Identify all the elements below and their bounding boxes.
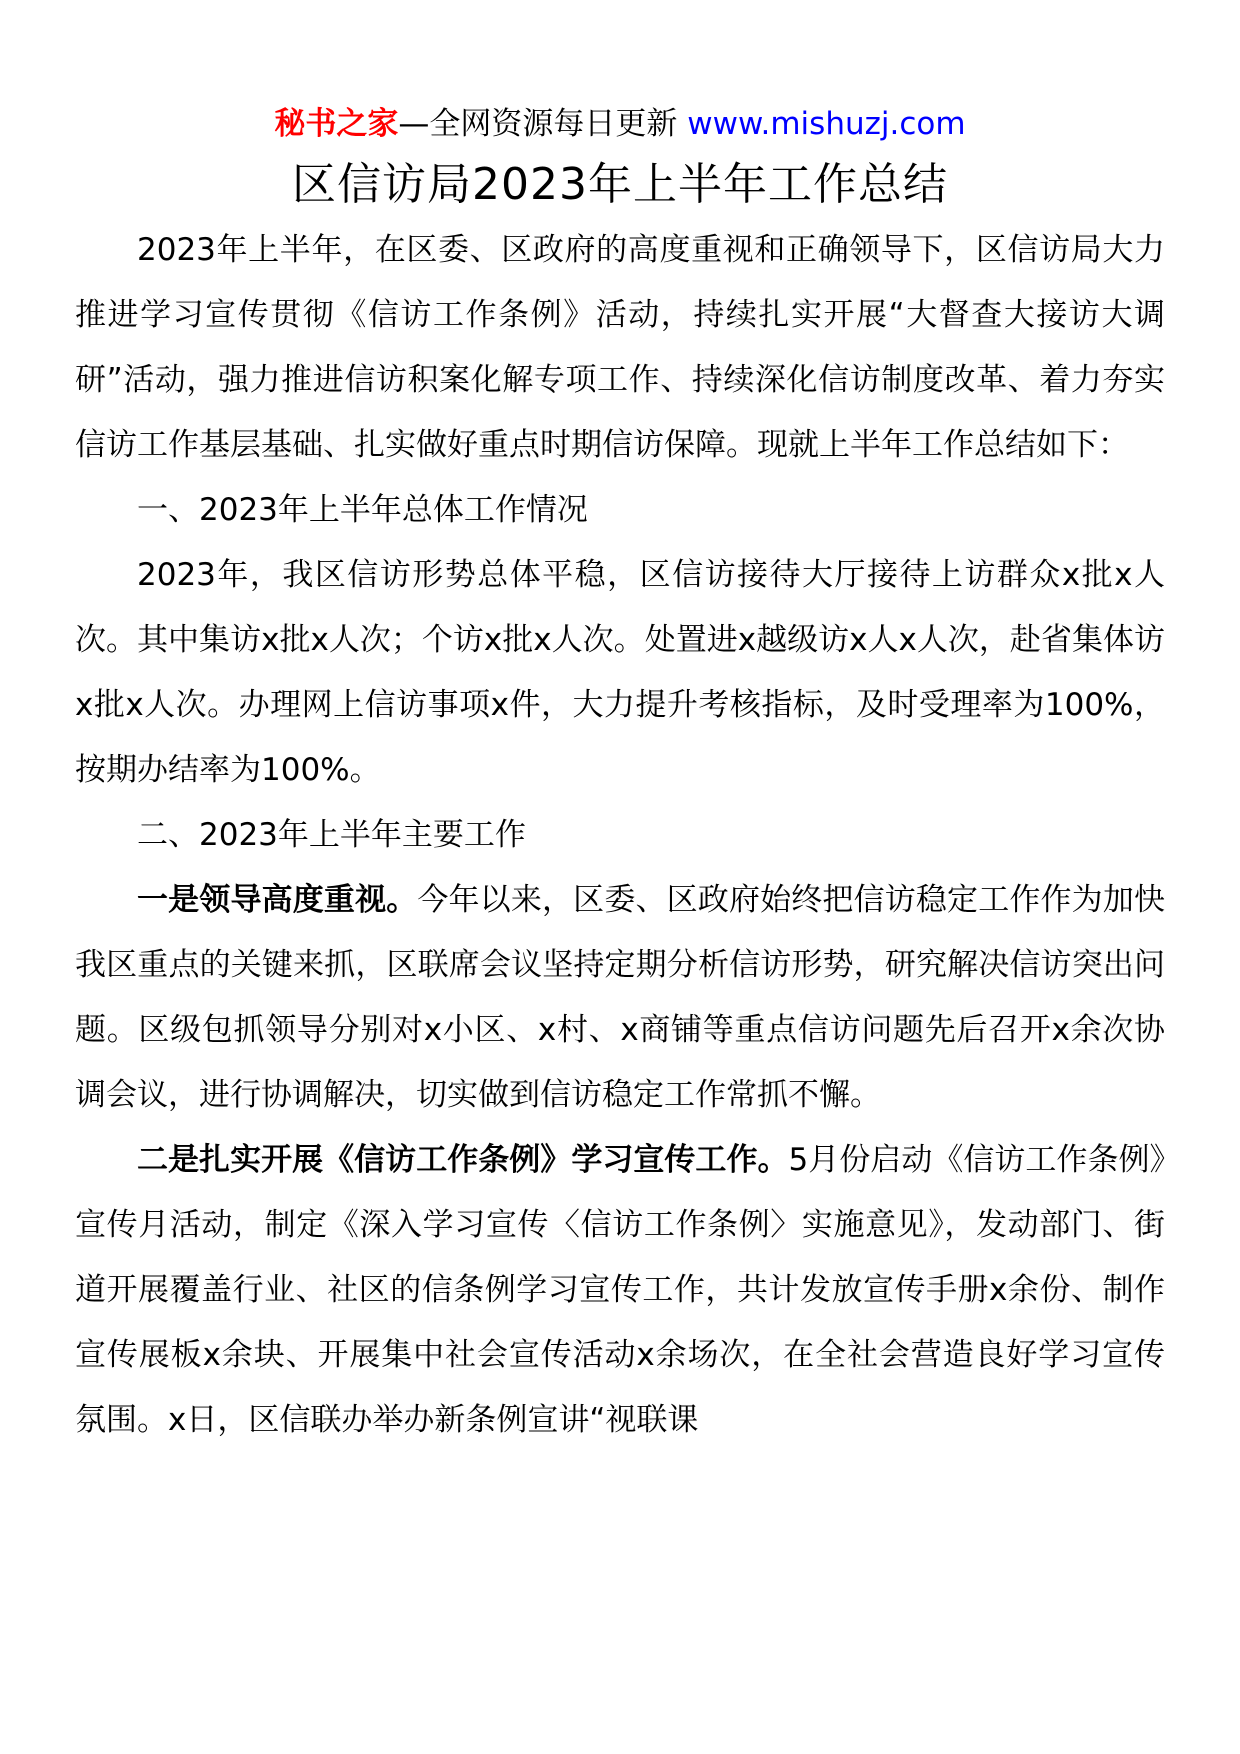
section-1-paragraph: 2023年，我区信访形势总体平稳，区信访接待大厅接待上访群众x批x人次。其中集访x批x人次；个访x批x人次。处置进x越级访x人x人次，赴省集体访x批x人次。办理网上信访事项x件，大力提升考核指标，及时受理率为100%，按期办结率为100%。 [75, 557, 1165, 788]
work-item-2-body: 5月份启动《信访工作条例》宣传月活动，制定《深入学习宣传〈信访工作条例〉实施意见》，发动部门、街道开展覆盖行业、社区的信条例学习宣传工作，共计发放宣传手册x余份、制作宣传展板x余块、开展集中社会宣传活动x余场次，在全社会营造良好学习宣传氛围。x日，区信联办举办新条例宣讲“视联课 [75, 1142, 1166, 1438]
work-item-2-paragraph [75, 1128, 1165, 1453]
intro-paragraph: 2023年上半年，在区委、区政府的高度重视和正确领导下，区信访局大力推进学习宣传贯彻《信访工作条例》活动，持续扎实开展“大督查大接访大调研”活动，强力推进信访积案化解专项工作、持续深化信访制度改革、着力夯实信访工作基层基础、扎实做好重点时期信访保障。现就上半年工作总结如下： [75, 232, 1165, 463]
header-brand: 秘书之家 [274, 106, 399, 142]
site-header [75, 96, 1165, 152]
work-item-1-body: 今年以来，区委、区政府始终把信访稳定工作作为加快我区重点的关键来抓，区联席会议坚持定期分析信访形势，研究解决信访突出问题。区级包抓领导分别对x小区、x村、x商铺等重点信访问题先后召开x余次协调会议，进行协调解决，切实做到信访稳定工作常抓不懈。 [75, 882, 1165, 1113]
section-1-heading: 一、2023年上半年总体工作情况 [137, 492, 588, 528]
work-item-1-paragraph [75, 868, 1165, 1128]
section-2-heading: 二、2023年上半年主要工作 [137, 817, 526, 853]
work-item-2-lead: 二是扎实开展《信访工作条例》学习宣传工作。 [137, 1142, 789, 1178]
header-slogan: —全网资源每日更新 [398, 106, 688, 142]
header-url-link[interactable]: www.mishuzj.com [687, 106, 966, 142]
work-item-1-lead: 一是领导高度重视。 [137, 882, 418, 918]
document-title: 区信访局2023年上半年工作总结 [292, 159, 948, 210]
